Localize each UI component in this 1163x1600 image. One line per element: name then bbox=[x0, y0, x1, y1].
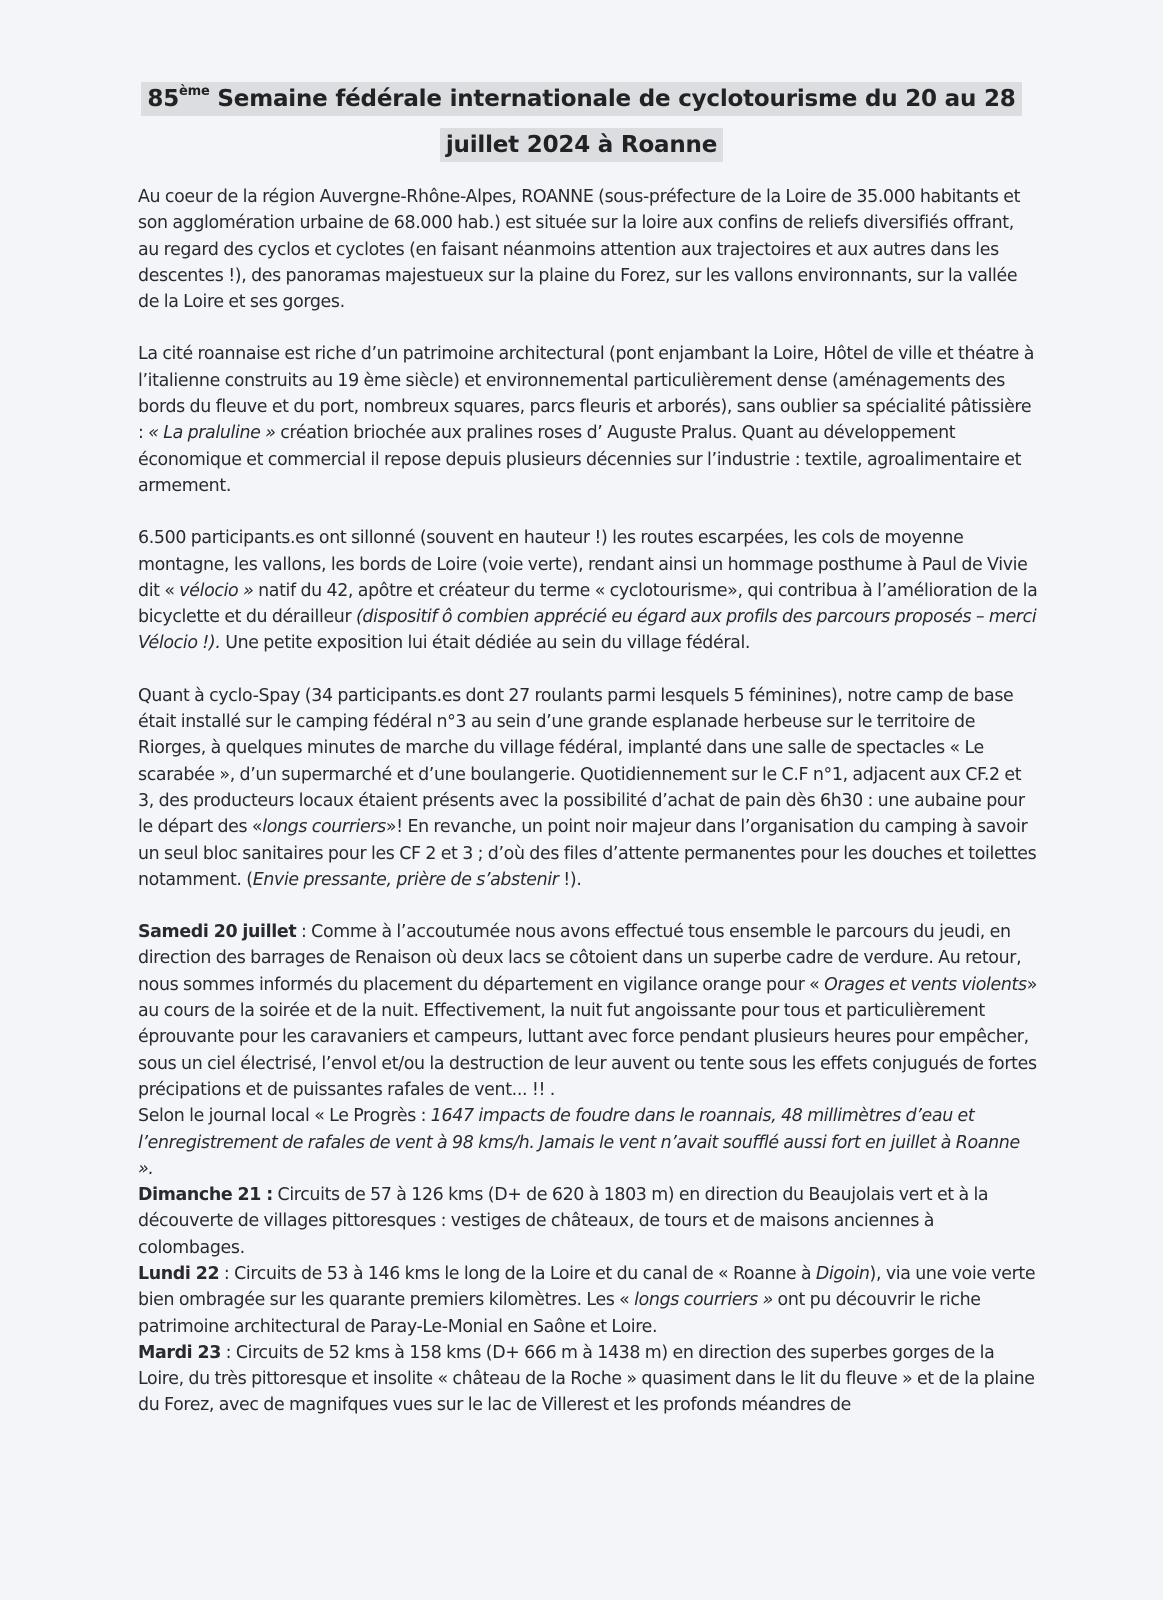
day-heading: Mardi 23 bbox=[138, 1342, 221, 1363]
text-run: » au cours de la soirée et de la nuit. Effectivement, la nuit fut angoissante pour tous et particulièrement éprouvante pour les caravaniers et campeurs, luttant avec force pendant plusieurs heures pour empêcher, sous un ciel électrisé, l’envol et/ou la destruction de leur auvent ou tente sous les effets conjugués de fortes précipations et de puissantes rafales de vent... !! . bbox=[138, 974, 1038, 1100]
paragraph-sunday bbox=[138, 1182, 1038, 1261]
title-superscript: ème bbox=[179, 84, 210, 100]
document-title bbox=[0, 82, 1163, 162]
italic-run: 1647 impacts de foudre dans le roannais, 48 millimètres d’eau et l’enregistrement de rafales de vent à 98 kms/h. Jamais le vent n’avait soufflé aussi fort en juillet à Roanne ». bbox=[138, 1106, 1020, 1179]
italic-run: Digoin bbox=[815, 1263, 870, 1284]
text-run: Circuits de 57 à 126 kms (D+ de 620 à 1803 m) en direction du Beaujolais vert et à la découverte de villages pittoresques : vestiges de châteaux, de tours et de maisons anciennes à colombages. bbox=[138, 1185, 989, 1258]
text-run: !). bbox=[558, 869, 582, 890]
day-heading: Dimanche 21 : bbox=[138, 1185, 273, 1206]
text-run: Une petite exposition lui était dédiée au sein du village fédéral. bbox=[220, 633, 751, 654]
text-run: création briochée aux pralines roses d’ Auguste Pralus. Quant au développement économique et commercial il repose depuis plusieurs décennies sur l’industrie : textile, agroalimentaire et armement. bbox=[138, 423, 1022, 496]
italic-run: (dispositif ô combien apprécié eu égard aux profils des parcours proposés – merci Vélocio !). bbox=[138, 607, 1037, 654]
text-run: : Circuits de 52 kms à 158 kms (D+ 666 m à 1438 m) en direction des superbes gorges de la Loire, du très pittoresque et insolite « château de la Roche » quasiment dans le lit du fleuve » et de la plaine du Forez, avec de magnifques vues sur le lac de Villerest et les profonds méandres de bbox=[138, 1342, 1035, 1416]
paragraph-saturday bbox=[138, 919, 1038, 1103]
title-text-1: Semaine fédérale internationale de cyclotourisme du 20 au 28 bbox=[209, 86, 1016, 112]
paragraph-participants bbox=[138, 525, 1038, 656]
title-line-2: juillet 2024 à Roanne bbox=[440, 128, 723, 162]
day-heading: Lundi 22 bbox=[138, 1263, 220, 1284]
text-run: : Circuits de 53 à 146 kms le long de la Loire et du canal de « Roanne à bbox=[219, 1263, 816, 1284]
paragraph-heritage bbox=[138, 341, 1038, 499]
italic-run: Envie pressante, prière de s’abstenir bbox=[252, 869, 559, 890]
title-edition-number: 85 bbox=[147, 86, 180, 112]
text-run: ), via une voie verte bien ombragée sur les quarante premiers kilomètres. Les « bbox=[138, 1263, 1036, 1311]
paragraph-camp bbox=[138, 683, 1038, 893]
text-run: 6.500 participants.es ont sillonné (souvent en hauteur !) les routes escarpées, les cols de moyenne montagne, les vallons, les bords de Loire (voie verte), rendant ainsi un hommage posthume à Paul de Vivie dit « bbox=[138, 528, 1028, 601]
italic-run: longs courriers » bbox=[634, 1290, 773, 1311]
paragraph-tuesday bbox=[138, 1340, 1038, 1419]
italic-run: « La praluline » bbox=[148, 423, 276, 444]
paragraph-monday bbox=[138, 1261, 1038, 1340]
text-run: natif du 42, apôtre et créateur du terme « cyclotourisme», qui contribua à l’amélioration de la bicyclette et du dérailleur bbox=[138, 580, 1038, 628]
day-heading: Samedi 20 juillet bbox=[138, 922, 297, 943]
title-line-1 bbox=[141, 82, 1021, 116]
text-run: ont pu découvrir le riche patrimoine architectural de Paray-Le-Monial en Saône et Loire. bbox=[138, 1290, 981, 1337]
text-run: : Comme à l’accoutumée nous avons effectué tous ensemble le parcours du jeudi, en direction des barrages de Renaison où deux lacs se côtoient dans un superbe cadre de verdure. Au retour, nous sommes informés du placement du département en vigilance orange pour « bbox=[138, 922, 1022, 995]
text-run: Selon le journal local « Le Progrès : bbox=[138, 1106, 431, 1127]
text-run: »! En revanche, un point noir majeur dans l’organisation du camping à savoir un seul bloc sanitaires pour les CF 2 et 3 ; d’où des files d’attente permanentes pour les douches et toilettes notamment. ( bbox=[138, 817, 1037, 890]
paragraph-intro: Au coeur de la région Auvergne-Rhône-Alpes, ROANNE (sous-préfecture de la Loire de 35.000 habitants et son agglomération urbaine de 68.000 hab.) est située sur la loire aux confins de reliefs diversifiés offrant, au regard des cyclos et cyclotes (en faisant néanmoins attention aux trajectoires et aux autres dans les descentes !), des panoramas majestueux sur la plaine du Forez, sur les vallons environnants, sur la vallée de la Loire et ses gorges. bbox=[138, 187, 1021, 313]
italic-run: longs courriers bbox=[262, 817, 386, 838]
paragraph-press-quote bbox=[138, 1103, 1038, 1182]
italic-run: Orages et vents violents bbox=[824, 974, 1027, 995]
italic-run: vélocio » bbox=[179, 580, 254, 601]
text-run: La cité roannaise est riche d’un patrimoine architectural (pont enjambant la Loire, Hôtel de ville et théatre à l’italienne construits au 19 ème siècle) et environnemental particulièrement dense (aménagements des bords du fleuve et du port, nombreux squares, parcs fleuris et arborés), sans oublier sa spécialité pâtissière : bbox=[138, 344, 1034, 444]
document-body bbox=[138, 184, 1038, 1419]
text-run: Quant à cyclo-Spay (34 participants.es dont 27 roulants parmi lesquels 5 féminines), notre camp de base était installé sur le camping fédéral n°3 au sein d’une grande esplanade herbeuse sur le territoire de Riorges, à quelques minutes de marche du village fédéral, implanté dans une salle de spectacles « Le scarabée », d’un supermarché et d’une boulangerie. Quotidiennement sur le C.F n°1, adjacent aux CF.2 et 3, des producteurs locaux étaient présents avec la possibilité d’achat de pain dès 6h30 : une aubaine pour le départ des « bbox=[138, 685, 1025, 838]
